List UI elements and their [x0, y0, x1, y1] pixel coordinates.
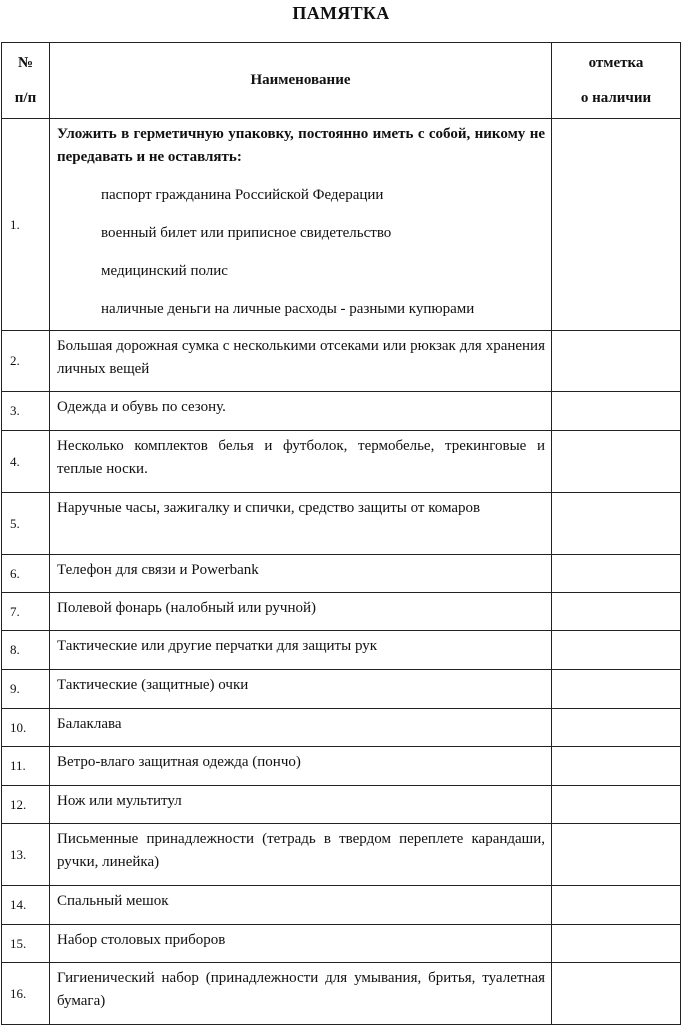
row-name: Ветро-влаго защитная одежда (пончо): [50, 747, 552, 786]
table-row: [2, 119, 681, 331]
row-name: Спальный мешок: [50, 886, 552, 925]
row-mark-cell[interactable]: [552, 670, 681, 709]
row-name: Тактические (защитные) очки: [50, 670, 552, 709]
document-item: паспорт гражданина Российской Федерации: [101, 187, 384, 203]
row-lead-text: Уложить в герметичную упаковку, постоянно иметь с собой, никому не передавать и не оставлять:: [57, 126, 545, 165]
page-title: ПАМЯТКА: [292, 3, 390, 23]
table-row: [2, 747, 681, 786]
row-name: Наручные часы, зажигалку и спички, средство защиты от комаров: [50, 493, 552, 555]
row-number: 9.: [2, 670, 50, 709]
checklist-table: [1, 42, 681, 1025]
row-number: 11.: [2, 747, 50, 786]
table-header-row: [2, 43, 681, 119]
row-mark-cell[interactable]: [552, 824, 681, 886]
row-mark-cell[interactable]: [552, 786, 681, 824]
table-row: [2, 392, 681, 431]
table-row: [2, 631, 681, 670]
table-row: [2, 709, 681, 747]
row-mark-cell[interactable]: [552, 925, 681, 963]
row-number: 13.: [2, 824, 50, 886]
header-number: [2, 43, 50, 119]
table-row: [2, 963, 681, 1025]
table-row: [2, 824, 681, 886]
table-row: [2, 925, 681, 963]
header-mark-line2: о наличии: [580, 89, 652, 106]
row-number: 8.: [2, 631, 50, 670]
row-name: [50, 119, 552, 331]
row-mark-cell[interactable]: [552, 593, 681, 631]
document-item: военный билет или приписное свидетельство: [101, 225, 392, 241]
row-number: 12.: [2, 786, 50, 824]
header-name: Наименование: [50, 43, 552, 119]
row-number: 4.: [2, 431, 50, 493]
table-row: [2, 493, 681, 555]
table-row: [2, 331, 681, 392]
table-row: [2, 886, 681, 925]
row-mark-cell[interactable]: [552, 119, 681, 331]
row-name: Одежда и обувь по сезону.: [50, 392, 552, 431]
row-number: 15.: [2, 925, 50, 963]
row-mark-cell[interactable]: [552, 493, 681, 555]
row-name: Полевой фонарь (налобный или ручной): [50, 593, 552, 631]
header-number-line1: №: [17, 54, 34, 71]
row-mark-cell[interactable]: [552, 631, 681, 670]
row-number: 5.: [2, 493, 50, 555]
row-mark-cell[interactable]: [552, 392, 681, 431]
row-name: Несколько комплектов белья и футболок, термобелье, трекинговые и теплые носки.: [50, 431, 552, 493]
row-mark-cell[interactable]: [552, 709, 681, 747]
row-mark-cell[interactable]: [552, 963, 681, 1025]
row-number: 3.: [2, 392, 50, 431]
row-mark-cell[interactable]: [552, 431, 681, 493]
table-row: [2, 670, 681, 709]
header-mark: [552, 43, 681, 119]
document-item: наличные деньги на личные расходы - разными купюрами: [101, 301, 475, 317]
row-name: Тактические или другие перчатки для защиты рук: [50, 631, 552, 670]
row-name: Большая дорожная сумка с несколькими отсеками или рюкзак для хранения личных вещей: [50, 331, 552, 392]
row-number: 6.: [2, 555, 50, 593]
row-name: Письменные принадлежности (тетрадь в твердом переплете карандаши, ручки, линейка): [50, 824, 552, 886]
header-number-line2: п/п: [14, 89, 37, 106]
row-mark-cell[interactable]: [552, 886, 681, 925]
row-name: Балаклава: [50, 709, 552, 747]
row-number: 14.: [2, 886, 50, 925]
row-mark-cell[interactable]: [552, 747, 681, 786]
row-number: 10.: [2, 709, 50, 747]
row-number: 16.: [2, 963, 50, 1025]
row-number: 7.: [2, 593, 50, 631]
row-number: 1.: [2, 119, 50, 331]
row-name: Нож или мультитул: [50, 786, 552, 824]
document-item: медицинский полис: [101, 263, 228, 279]
table-row: [2, 431, 681, 493]
table-row: [2, 786, 681, 824]
row-name: Гигиенический набор (принадлежности для умывания, бритья, туалетная бумага): [50, 963, 552, 1025]
row-mark-cell[interactable]: [552, 331, 681, 392]
header-mark-line1: отметка: [588, 54, 644, 71]
table-row: [2, 555, 681, 593]
row-mark-cell[interactable]: [552, 555, 681, 593]
table-row: [2, 593, 681, 631]
row-name: Набор столовых приборов: [50, 925, 552, 963]
row-number: 2.: [2, 331, 50, 392]
row-name: Телефон для связи и Powerbank: [50, 555, 552, 593]
